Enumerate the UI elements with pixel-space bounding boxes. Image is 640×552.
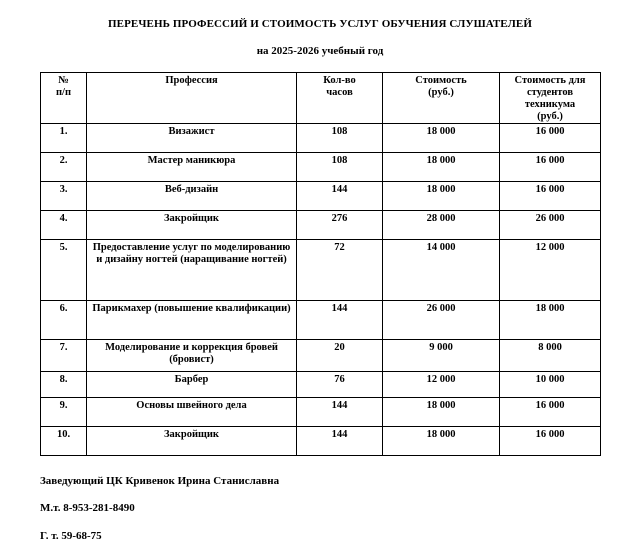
row-profession: Основы швейного дела xyxy=(87,398,297,427)
table-row xyxy=(41,398,601,427)
row-num: 4. xyxy=(41,211,87,240)
mobile-phone: М.т. 8-953-281-8490 xyxy=(40,502,135,514)
header-num-line1: № xyxy=(58,75,69,86)
row-profession: Визажист xyxy=(87,124,297,153)
row-profession: Закройщик xyxy=(87,211,297,240)
row-student-cost: 26 000 xyxy=(500,211,601,240)
header-cost-line2: (руб.) xyxy=(428,87,454,98)
row-cost: 18 000 xyxy=(383,124,500,153)
row-student-cost: 16 000 xyxy=(500,427,601,456)
row-num: 8. xyxy=(41,372,87,398)
row-hours: 20 xyxy=(297,340,383,372)
table-row xyxy=(41,427,601,456)
header-student-cost-line3: (руб.) xyxy=(537,111,563,122)
row-cost: 12 000 xyxy=(383,372,500,398)
row-hours: 144 xyxy=(297,182,383,211)
row-num: 6. xyxy=(41,301,87,340)
row-cost: 26 000 xyxy=(383,301,500,340)
row-num: 1. xyxy=(41,124,87,153)
row-cost: 18 000 xyxy=(383,398,500,427)
table-row xyxy=(41,301,601,340)
row-hours: 144 xyxy=(297,427,383,456)
row-student-cost: 16 000 xyxy=(500,182,601,211)
table-header-row xyxy=(41,73,601,124)
header-hours-line2: часов xyxy=(326,87,353,98)
header-cost xyxy=(383,73,500,124)
row-cost: 18 000 xyxy=(383,427,500,456)
document-title: ПЕРЕЧЕНЬ ПРОФЕССИЙ И СТОИМОСТЬ УСЛУГ ОБУЧЕНИЯ СЛУШАТЕЛЕЙ xyxy=(107,18,532,30)
table-row xyxy=(41,240,601,301)
header-num xyxy=(41,73,87,124)
row-num: 3. xyxy=(41,182,87,211)
row-student-cost: 10 000 xyxy=(500,372,601,398)
row-profession: Парикмахер (повышение квалификации) xyxy=(87,301,297,340)
document-subtitle: на 2025-2026 учебный год xyxy=(256,45,384,57)
department-head: Заведующий ЦК Кривенок Ирина Станиславна xyxy=(40,475,280,487)
table-row xyxy=(41,372,601,398)
header-profession xyxy=(87,73,297,124)
row-cost: 28 000 xyxy=(383,211,500,240)
row-num: 10. xyxy=(41,427,87,456)
row-student-cost: 16 000 xyxy=(500,398,601,427)
table-row xyxy=(41,153,601,182)
row-num: 9. xyxy=(41,398,87,427)
row-profession: Закройщик xyxy=(87,427,297,456)
row-profession: Веб-дизайн xyxy=(87,182,297,211)
row-hours: 108 xyxy=(297,124,383,153)
row-student-cost: 12 000 xyxy=(500,240,601,301)
row-num: 5. xyxy=(41,240,87,301)
row-student-cost: 18 000 xyxy=(500,301,601,340)
price-table xyxy=(40,72,601,456)
row-cost: 18 000 xyxy=(383,182,500,211)
header-student-cost-line2: студентов техникума xyxy=(524,87,576,110)
row-profession: Мастер маникюра xyxy=(87,153,297,182)
row-profession: Предоставление услуг по моделированию и дизайну ногтей (наращивание ногтей) xyxy=(87,240,297,301)
row-num: 2. xyxy=(41,153,87,182)
row-hours: 72 xyxy=(297,240,383,301)
header-student-cost xyxy=(500,73,601,124)
row-hours: 276 xyxy=(297,211,383,240)
row-hours: 108 xyxy=(297,153,383,182)
row-hours: 76 xyxy=(297,372,383,398)
row-student-cost: 8 000 xyxy=(500,340,601,372)
header-cost-line1: Стоимость xyxy=(415,75,467,86)
header-profession-label: Профессия xyxy=(165,75,218,86)
header-student-cost-line1: Стоимость для xyxy=(514,75,586,86)
row-num: 7. xyxy=(41,340,87,372)
row-cost: 14 000 xyxy=(383,240,500,301)
table-row xyxy=(41,340,601,372)
row-profession: Моделирование и коррекция бровей (бровист) xyxy=(87,340,297,372)
table-row xyxy=(41,182,601,211)
row-student-cost: 16 000 xyxy=(500,153,601,182)
row-cost: 9 000 xyxy=(383,340,500,372)
row-profession: Барбер xyxy=(87,372,297,398)
row-hours: 144 xyxy=(297,398,383,427)
city-phone: Г. т. 59-68-75 xyxy=(40,530,102,542)
row-cost: 18 000 xyxy=(383,153,500,182)
table-row xyxy=(41,124,601,153)
table-row xyxy=(41,211,601,240)
row-hours: 144 xyxy=(297,301,383,340)
row-student-cost: 16 000 xyxy=(500,124,601,153)
header-hours xyxy=(297,73,383,124)
header-hours-line1: Кол-во xyxy=(323,75,356,86)
header-num-line2: п/п xyxy=(55,87,72,98)
